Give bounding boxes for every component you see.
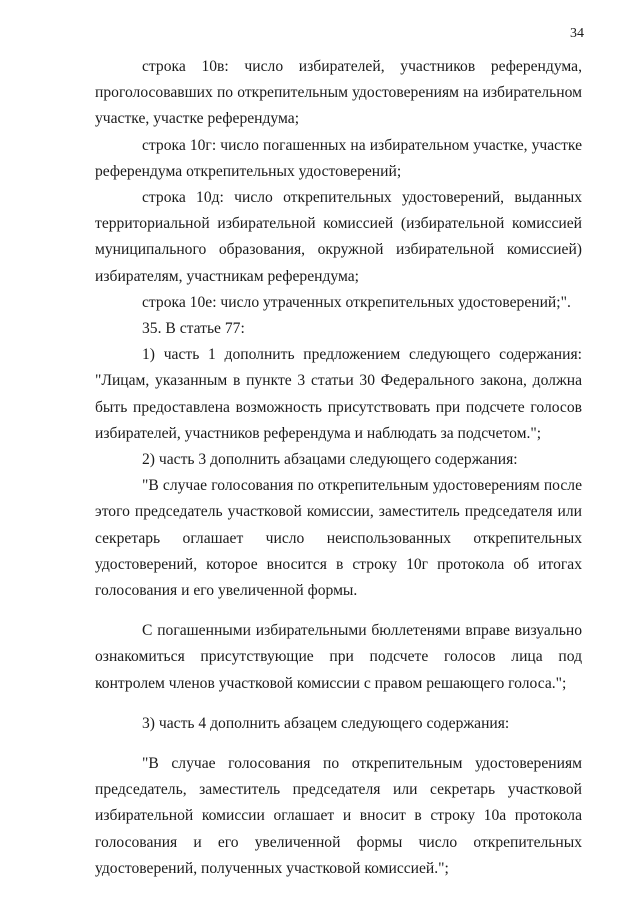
- paragraph-row-10e: строка 10е: число утраченных открепительных удостоверений;".: [142, 293, 571, 311]
- paragraph-part-3-text-2: С погашенными избирательными бюллетенями вправе визуально ознакомиться присутствующие при подсчете голосов лица под контролем членов участковой комиссии с правом решающего голоса.";: [95, 622, 582, 692]
- paragraph-part-1: 1) часть 1 дополнить предложением следующего содержания: "Лицам, указанным в пункте 3 статьи 30 Федерального закона, должна быть предоставлена возможность присутствовать при подсчете голосов избирателей, участников референдума и наблюдать за подсчетом.";: [95, 346, 582, 442]
- paragraph-part-4: 3) часть 4 дополнить абзацем следующего содержания:: [142, 714, 510, 732]
- paragraph-row-10g: строка 10г: число погашенных на избирательном участке, участке референдума открепительных удостоверений;: [95, 136, 582, 180]
- paragraph-article-77: 35. В статье 77:: [142, 320, 245, 338]
- paragraph-part-3-text-1: "В случае голосования по открепительным удостоверениям после этого председатель участковой комиссии, заместитель председателя или секретарь оглашает число неиспользованных открепительных удостоверений, которое вносится в строку 10г протокола об итогах голосования и его увеличенной формы.: [95, 477, 582, 600]
- page-number: 34: [570, 26, 584, 41]
- document-body: [95, 54, 582, 882]
- paragraph-part-3: 2) часть 3 дополнить абзацами следующего содержания:: [142, 451, 518, 469]
- paragraph-row-10v: строка 10в: число избирателей, участников референдума, проголосовавших по открепительным удостоверениям на избирательном участке, участке референдума;: [95, 58, 582, 128]
- paragraph-part-4-text: "В случае голосования по открепительным удостоверениям председатель, заместитель председателя или секретарь участковой избирательной комиссии оглашает и вносит в строку 10а протокола голосования и его увеличенной формы число открепительных удостоверений, полученных участковой комиссией.";: [95, 755, 582, 877]
- paragraph-row-10d: строка 10д: число открепительных удостоверений, выданных территориальной избирательной комиссией (избирательной комиссией муниципального образования, окружной избирательной комиссией) избирателям, участникам референдума;: [95, 189, 582, 285]
